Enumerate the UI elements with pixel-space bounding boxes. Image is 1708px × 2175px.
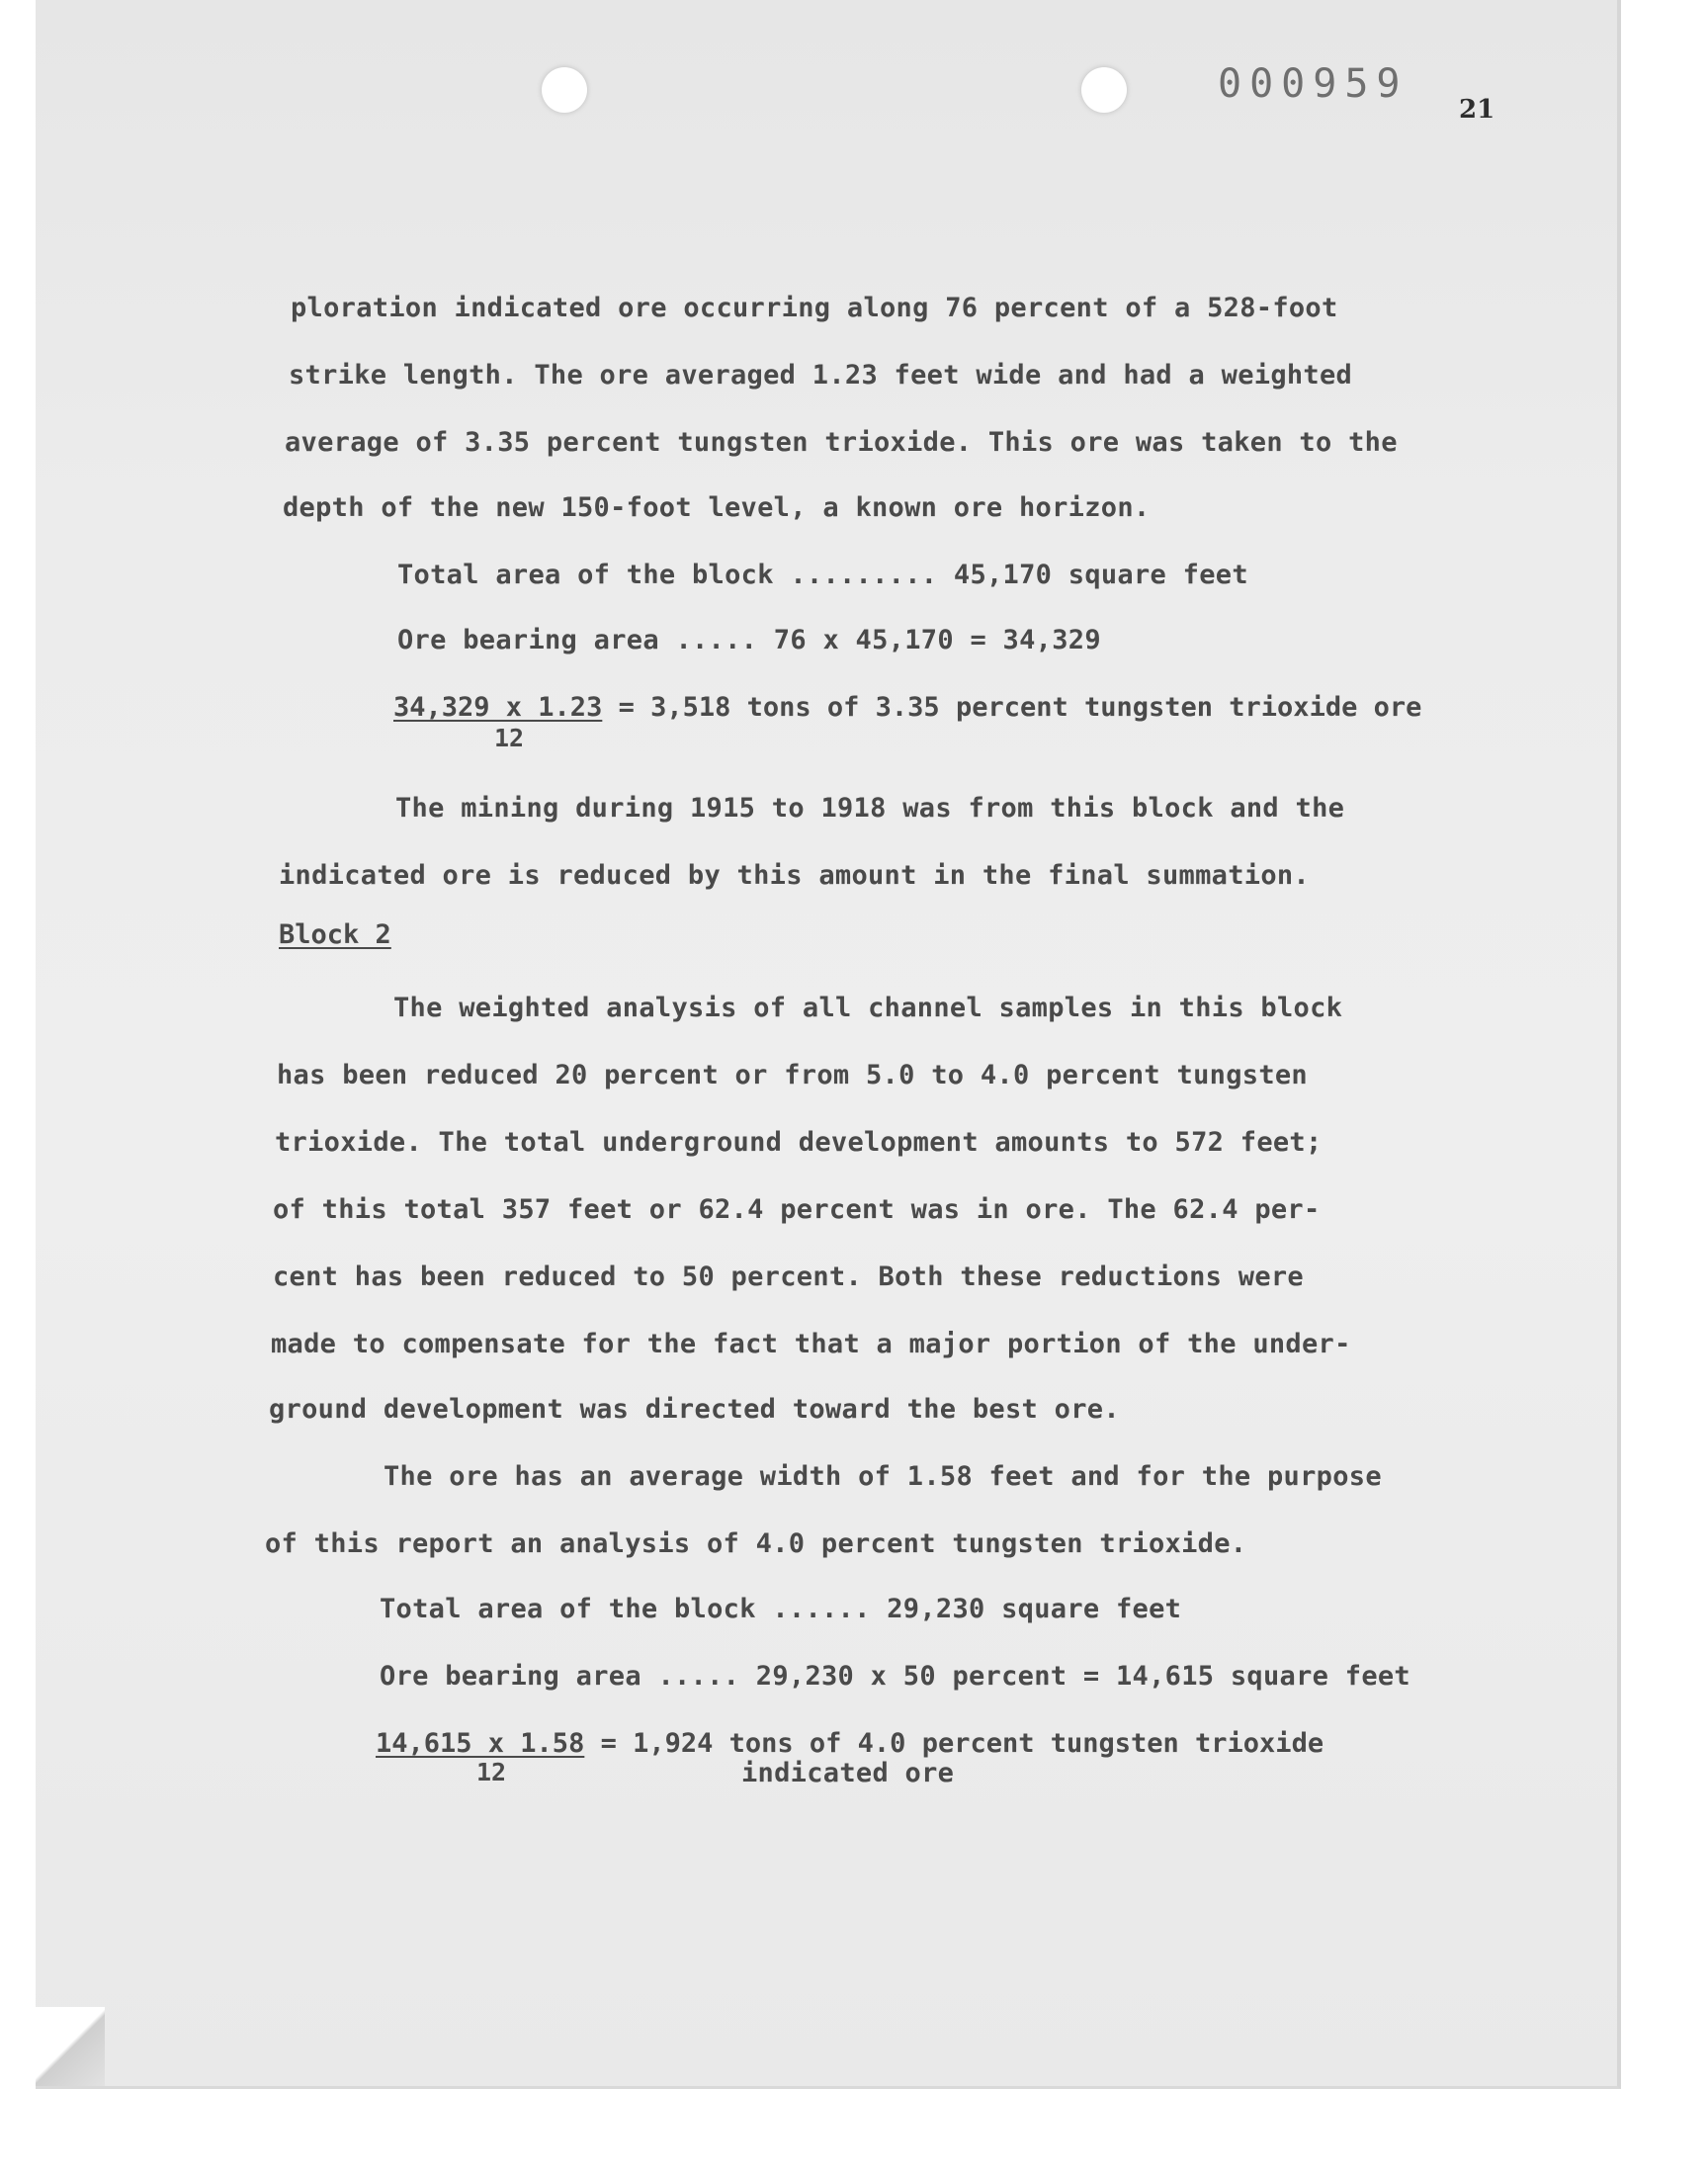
- paragraph-line: average of 3.35 percent tungsten trioxide. This ore was taken to the: [285, 427, 1398, 458]
- tonnage-calculation: [376, 1728, 1324, 1759]
- paragraph-line: ground development was directed toward the best ore.: [269, 1394, 1120, 1425]
- tonnage-calculation: [393, 692, 1421, 723]
- calculation-result-continued: indicated ore: [741, 1758, 955, 1788]
- paragraph-line: made to compensate for the fact that a major portion of the under-: [271, 1329, 1351, 1359]
- paragraph-line: The weighted analysis of all channel samples in this block: [393, 993, 1343, 1023]
- paragraph-line: of this report an analysis of 4.0 percent tungsten trioxide.: [265, 1528, 1247, 1559]
- fraction-denominator: 12: [476, 1758, 507, 1786]
- paragraph-line: depth of the new 150-foot level, a known ore horizon.: [283, 492, 1151, 523]
- section-heading: Block 2: [279, 919, 391, 950]
- fraction-numerator: 14,615 x 1.58: [376, 1728, 585, 1759]
- paragraph-line: cent has been reduced to 50 percent. Both these reductions were: [273, 1262, 1304, 1292]
- paragraph-line: trioxide. The total underground development amounts to 572 feet;: [275, 1127, 1323, 1158]
- ore-bearing-line: Ore bearing area ..... 76 x 45,170 = 34,329: [397, 625, 1101, 655]
- paragraph-line: indicated ore is reduced by this amount in the final summation.: [279, 860, 1310, 891]
- punch-hole-left: [542, 67, 587, 113]
- calculation-result: = 1,924 tons of 4.0 percent tungsten trioxide: [584, 1728, 1324, 1759]
- fraction-numerator: 34,329 x 1.23: [393, 692, 603, 723]
- folded-corner: [36, 2007, 105, 2086]
- stamp-number: 000959: [1218, 61, 1409, 107]
- paragraph-line: strike length. The ore averaged 1.23 feet wide and had a weighted: [289, 360, 1353, 391]
- total-area-line: Total area of the block ......... 45,170 square feet: [397, 560, 1248, 590]
- paragraph-line: The ore has an average width of 1.58 feet and for the purpose: [384, 1461, 1382, 1492]
- paragraph-line: of this total 357 feet or 62.4 percent was in ore. The 62.4 per-: [273, 1194, 1321, 1225]
- paragraph-line: ploration indicated ore occurring along 76 percent of a 528-foot: [291, 293, 1338, 323]
- ore-bearing-line: Ore bearing area ..... 29,230 x 50 percent = 14,615 square feet: [380, 1661, 1410, 1692]
- paragraph-line: The mining during 1915 to 1918 was from this block and the: [395, 793, 1345, 824]
- calculation-result: = 3,518 tons of 3.35 percent tungsten trioxide ore: [602, 692, 1422, 723]
- paragraph-line: has been reduced 20 percent or from 5.0 to 4.0 percent tungsten: [277, 1060, 1308, 1090]
- fraction-denominator: 12: [494, 724, 525, 752]
- page-number: 21: [1459, 95, 1495, 125]
- punch-hole-right: [1081, 67, 1127, 113]
- total-area-line: Total area of the block ...... 29,230 square feet: [380, 1594, 1182, 1624]
